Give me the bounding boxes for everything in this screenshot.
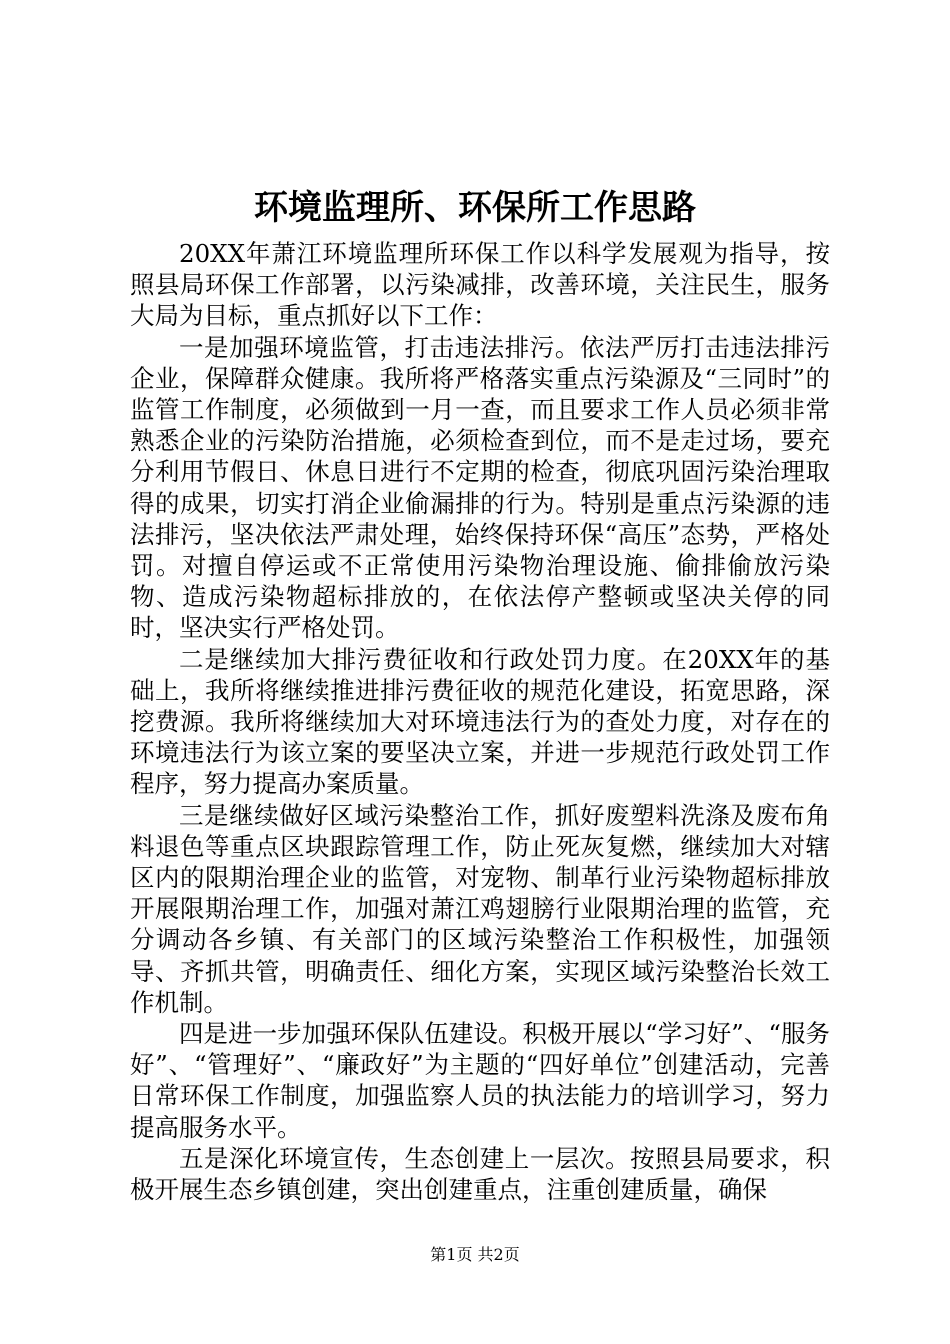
paragraph-intro: 20XX年萧江环境监理所环保工作以科学发展观为指导，按照县局环保工作部署，以污染减排，改善环境，关注民生，服务大局为目标，重点抓好以下工作：	[130, 239, 830, 331]
page-number-footer: 第1页 共2页	[430, 1245, 520, 1264]
paragraph-item-2: 二是继续加大排污费征收和行政处罚力度。在20XX年的基础上，我所将继续推进排污费征收的规范化建设，拓宽思路，深挖费源。我所将继续加大对环境违法行为的查处力度，对存在的环境违法行为该立案的要坚决立案，并进一步规范行政处罚工作程序，努力提高办案质量。	[130, 644, 830, 799]
paragraph-item-3: 三是继续做好区域污染整治工作，抓好废塑料洗涤及废布角料退色等重点区块跟踪管理工作，防止死灰复燃，继续加大对辖区内的限期治理企业的监管，对宠物、制革行业污染物超标排放开展限期治理工作，加强对萧江鸡翅膀行业限期治理的监管，充分调动各乡镇、有关部门的区域污染整治工作积极性，加强领导、齐抓共管，明确责任、细化方案，实现区域污染整治长效工作机制。	[130, 800, 830, 1017]
paragraph-item-4: 四是进一步加强环保队伍建设。积极开展以“学习好”、“服务好”、“管理好”、“廉政好”为主题的“四好单位”创建活动，完善日常环保工作制度，加强监察人员的执法能力的培训学习，努力提高服务水平。	[130, 1019, 830, 1142]
document-body	[130, 238, 830, 1205]
document-title: 环境监理所、环保所工作思路	[254, 188, 696, 228]
paragraph-item-5: 五是深化环境宣传，生态创建上一层次。按照县局要求，积极开展生态乡镇创建，突出创建重点，注重创建质量，确保	[130, 1143, 830, 1205]
paragraph-item-1: 一是加强环境监管，打击违法排污。依法严厉打击违法排污企业，保障群众健康。我所将严格落实重点污染源及“三同时”的监管工作制度，必须做到一月一查，而且要求工作人员必须非常熟悉企业的污染防治措施，必须检查到位，而不是走过场，要充分利用节假日、休息日进行不定期的检查，彻底巩固污染治理取得的成果，切实打消企业偷漏排的行为。特别是重点污染源的违法排污，坚决依法严肃处理，始终保持环保“高压”态势，严格处罚。对擅自停运或不正常使用污染物治理设施、偷排偷放污染物、造成污染物超标排放的，在依法停产整顿或坚决关停的同时，坚决实行严格处罚。	[130, 332, 830, 643]
